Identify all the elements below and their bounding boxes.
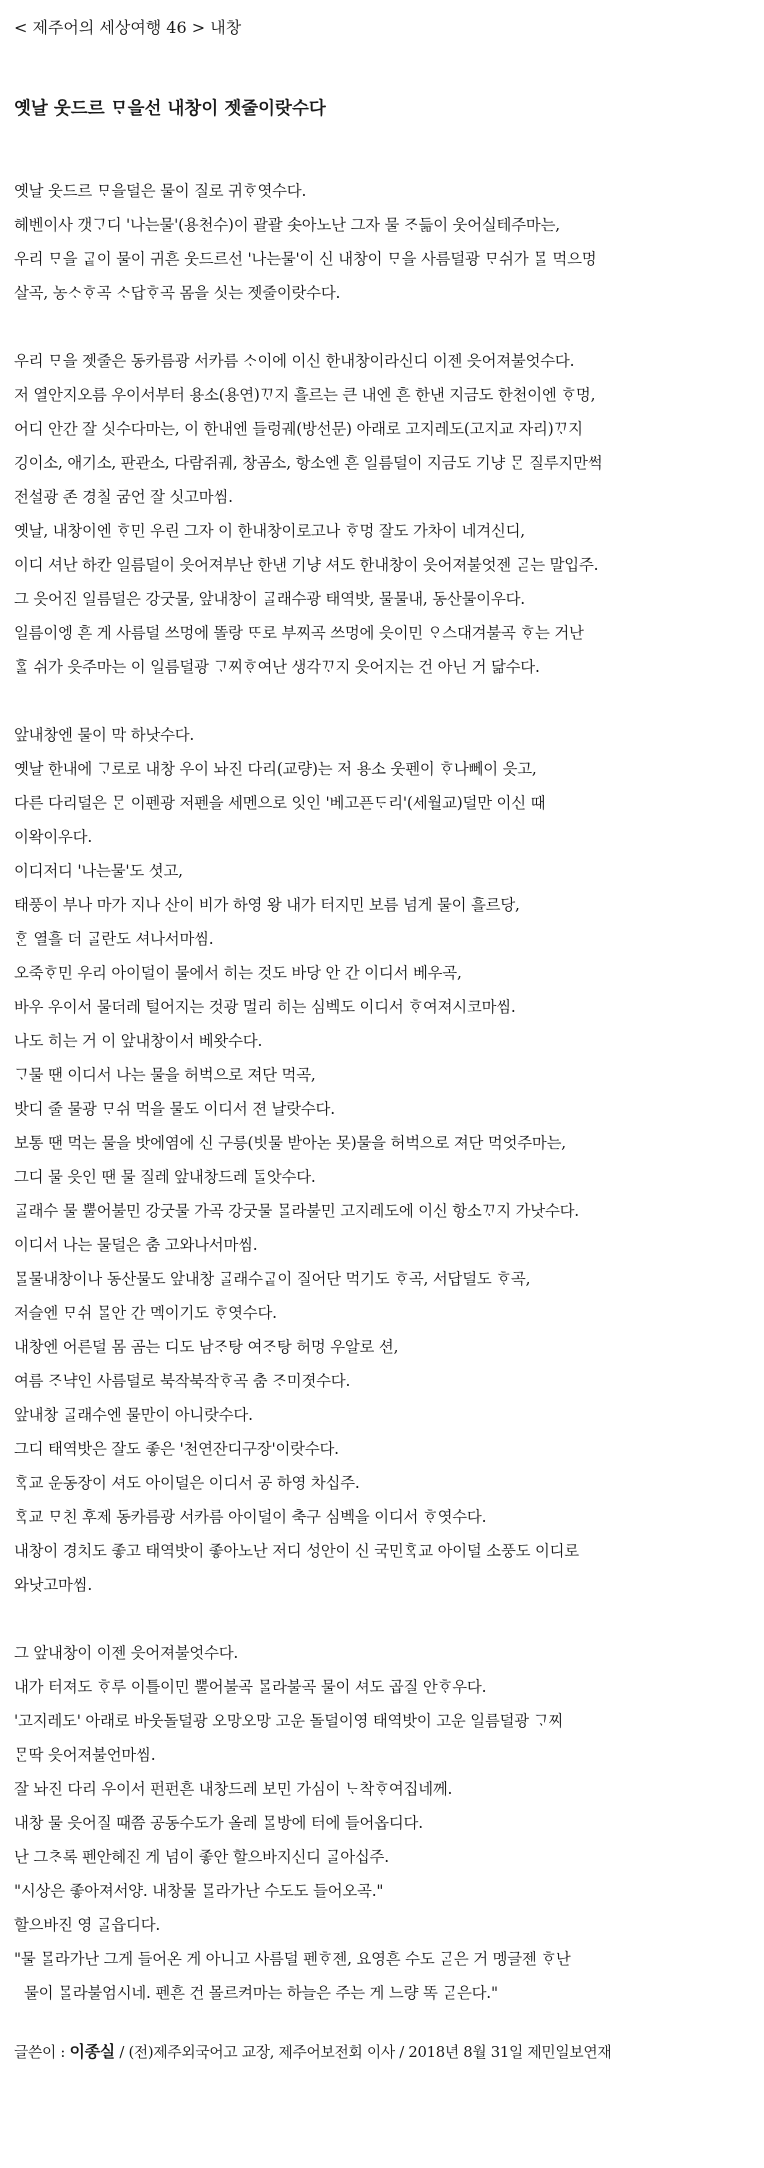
text-line: 옛날 웃드르 ᄆᆞ을덜은 물이 질로 귀ᄒᆞ엿수다.: [14, 182, 307, 200]
text-line: 난 그ᄎᆞ록 펜안헤진 게 넘이 좋안 할으바지신디 ᄀᆞᆯ아십주.: [14, 1848, 389, 1866]
text-line: 헤벤이사 갯ᄀᆞ디 '나는물'(용천수)이 괄괄 솟아노난 그자 물 ᄌᆞ듦이 웃어실테주마는,: [14, 216, 560, 234]
byline-author: 이종실: [69, 2042, 115, 2061]
text-line: 그디 물 읏인 땐 물 질레 앞내창드레 ᄃᆞᆯ앗수다.: [14, 1168, 316, 1186]
text-line: 밧디 줄 물광 ᄆᆞ쉬 먹을 물도 이디서 젼 날랏수다.: [14, 1100, 335, 1118]
article-body: [14, 174, 750, 2010]
text-line: 일름이엥 흔 게 사름덜 쓰멍에 똘랑 ᄄᆞ로 부찌곡 쓰멍에 읏이민 ᄋᆞ스대겨불곡 ᄒᆞ는 거난: [14, 624, 584, 642]
text-line: 이디저디 '나는물'도 셧고,: [14, 862, 183, 880]
series-header: < 제주어의 세상여행 46 > 내창: [14, 18, 242, 37]
text-line: 태풍이 부나 마가 지나 산이 비가 하영 왕 내가 터지민 보름 넘게 물이 흘르당,: [14, 896, 520, 914]
text-line: ᄀᆞᆯ래수 물 뿔어불민 강굿물 가곡 강굿물 ᄆᆞᆯ라불민 고지레도에 이신 항소ᄁᆞ지 가낫수다.: [14, 1202, 579, 1220]
paragraph: [14, 718, 750, 1602]
text-line: 이디서 나는 물덜은 춤 고와나서마씸.: [14, 1236, 258, 1254]
paragraph: [14, 344, 750, 684]
text-line: 보통 땐 먹는 물을 밧에염에 신 구릉(빗물 받아논 못)물을 허벅으로 져단 먹엇주마는,: [14, 1134, 566, 1152]
text-line: 깅이소, 애기소, 판관소, 다람쥐궤, 창곰소, 항소엔 흔 일름덜이 지금도 기냥 ᄆᆞᆫ 질루지만썩: [14, 454, 603, 472]
text-line: 나도 히는 거 이 앞내창이서 베왓수다.: [14, 1032, 263, 1050]
text-line: 바우 우이서 물더레 털어지는 것광 멀리 히는 심벡도 이디서 ᄒᆞ여져시코마씸.: [14, 998, 516, 1016]
text-line: 저슬엔 ᄆᆞ쉬 ᄆᆞᆯ안 간 멕이기도 ᄒᆞ엿수다.: [14, 1304, 277, 1322]
text-line: 이디 셔난 하칸 일름덜이 읏어져부난 한낸 기냥 셔도 한내창이 읏어져불엇젠 ᄀᆞᆮ는 말입주.: [14, 556, 599, 574]
text-line: 우리 ᄆᆞ을 ᄀᆞᇀ이 물이 귀흔 웃드르선 '나는물'이 신 내창이 ᄆᆞ을 사름덜광 ᄆᆞ쉬가 ᄆᆞᆯ 먹으멍: [14, 250, 597, 268]
text-line: 내가 터져도 ᄒᆞ루 이틀이민 뿔어불곡 ᄆᆞᆯ라불곡 물이 셔도 곱질 안ᄒᆞ우다.: [14, 1678, 487, 1696]
text-line: ᄆᆞᆯ물내창이나 동산물도 앞내창 ᄀᆞᆯ래수ᄀᆞᇀ이 질어단 먹기도 ᄒᆞ곡, 서답덜도 ᄒᆞ곡,: [14, 1270, 531, 1288]
text-line: 앞내창 ᄀᆞᆯ래수엔 물만이 아니랏수다.: [14, 1406, 253, 1424]
text-line: 내창 물 읏어질 때쯤 공동수도가 올레 ᄆᆞᆯ방에 터에 들어옵디다.: [14, 1814, 423, 1832]
paragraph: [14, 1636, 750, 2010]
text-line: "물 ᄆᆞᆯ라가난 그게 들어온 게 아니고 사름덜 펜ᄒᆞ젠, 요영흔 수도 ᄀᆞᆮ은 거 멩글젠 ᄒᆞ난: [14, 1950, 571, 1968]
text-line: 내창엔 어른덜 몸 곰는 디도 남ᄌᆞ탕 여ᄌᆞ탕 허멍 우알로 션,: [14, 1338, 399, 1356]
text-line: ᄒᆞᆯ 쉬가 읏주마는 이 일름덜광 ᄀᆞ찌ᄒᆞ여난 생각ᄁᆞ지 읏어지는 건 아닌 거 닮수다.: [14, 658, 540, 676]
text-line: 오죽ᄒᆞ민 우리 아이덜이 물에서 히는 것도 바당 안 간 이디서 베우곡,: [14, 964, 462, 982]
text-line: 물이 ᄆᆞᆯ라불엄시네. 펜흔 건 몰르켜마는 하늘은 주는 게 느량 똑 ᄀᆞᆮ은다.": [24, 1984, 498, 2002]
text-line: '고지레도' 아래로 바웃돌덜광 오망오망 고운 돌덜이영 태역밧이 고운 일름덜광 ᄀᆞ찌: [14, 1712, 563, 1730]
text-line: 그디 태역밧은 잘도 좋은 '천연잔디구장'이랏수다.: [14, 1440, 339, 1458]
text-line: 옛날, 내창이엔 ᄒᆞ민 우린 그자 이 한내창이로고나 ᄒᆞ멍 잘도 가차이 네겨신디,: [14, 522, 525, 540]
byline-prefix: 글쓴이 :: [14, 2044, 66, 2061]
text-line: "시상은 좋아져서양. 내창물 ᄆᆞᆯ라가난 수도도 들어오곡.": [14, 1882, 384, 1900]
text-line: ᄒᆞᆨ교 운동장이 셔도 아이덜은 이디서 공 하영 차십주.: [14, 1474, 360, 1492]
text-line: 다른 다리덜은 ᄆᆞᆫ 이펜광 저펜을 세멘으로 잇인 '베고픈ᄃᆞ리'(세월교)덜만 이신 때: [14, 794, 546, 812]
text-line: 잘 놔진 다리 우이서 펀펀흔 내창드레 보민 가심이 ᄂᆞ착ᄒᆞ여집네께.: [14, 1780, 453, 1798]
text-line: 전설광 존 경칠 굼언 잘 싯고마씸.: [14, 488, 233, 506]
text-line: 여름 ᄌᆞ냑인 사름덜로 북작북작ᄒᆞ곡 춤 ᄌᆞ미졋수다.: [14, 1372, 351, 1390]
text-line: 앞내창엔 물이 막 하낫수다.: [14, 726, 195, 744]
text-line: 살곡, 농ᄉᆞᄒᆞ곡 ᄉᆞ답ᄒᆞ곡 몸을 싯는 젯줄이랏수다.: [14, 284, 341, 302]
text-line: 어디 안간 잘 싯수다마는, 이 한내엔 들렁궤(방선문) 아래로 고지레도(고지교 자리)ᄁᆞ지: [14, 420, 583, 438]
text-line: 우리 ᄆᆞ을 젯줄은 동카름광 서카름 ᄉᆞ이에 이신 한내창이라신디 이젠 읏어져불엇수다.: [14, 352, 575, 370]
text-line: 할으바진 영 ᄀᆞᆯ읍디다.: [14, 1916, 161, 1934]
text-line: 저 열안지오름 우이서부터 용소(용연)ᄁᆞ지 흘르는 큰 내엔 흔 한낸 지금도 한천이엔 ᄒᆞ멍,: [14, 386, 596, 404]
byline: [14, 2040, 750, 2065]
text-line: 이왁이우다.: [14, 828, 93, 846]
text-line: ᄀᆞ물 땐 이디서 나는 물을 허벅으로 져단 먹곡,: [14, 1066, 316, 1084]
byline-details: / (전)제주외국어고 교장, 제주어보전회 이사 / 2018년 8월 31일 제민일보연재: [119, 2044, 612, 2061]
text-line: 그 앞내창이 이젠 읏어져불엇수다.: [14, 1644, 239, 1662]
text-line: 내창이 경치도 좋고 태역밧이 좋아노난 저디 성안이 신 국민ᄒᆞᆨ교 아이덜 소풍도 이디로: [14, 1542, 579, 1560]
text-line: ᄒᆞᆫ 열흘 더 ᄀᆞᆯ란도 셔나서마씸.: [14, 930, 214, 948]
text-line: 그 읏어진 일름덜은 강굿물, 앞내창이 ᄀᆞᆯ래수광 태역밧, 물물내, 동산물이우다.: [14, 590, 525, 608]
paragraph: [14, 174, 750, 310]
text-line: 와낫고마씸.: [14, 1576, 93, 1594]
text-line: ᄆᆞᆫ딱 읏어져불언마씸.: [14, 1746, 156, 1764]
text-line: ᄒᆞᆨ교 ᄆᆞ친 후제 동카름광 서카름 아이덜이 축구 심벡을 이디서 ᄒᆞ엿수다.: [14, 1508, 487, 1526]
article-title: 옛날 웃드르 ᄆᆞ을선 내창이 젯줄이랏수다: [14, 99, 326, 119]
text-line: 옛날 한내에 ᄀᆞ로로 내창 우이 놔진 다리(교량)는 저 용소 웃펜이 ᄒᆞ나뻬이 읏고,: [14, 760, 537, 778]
